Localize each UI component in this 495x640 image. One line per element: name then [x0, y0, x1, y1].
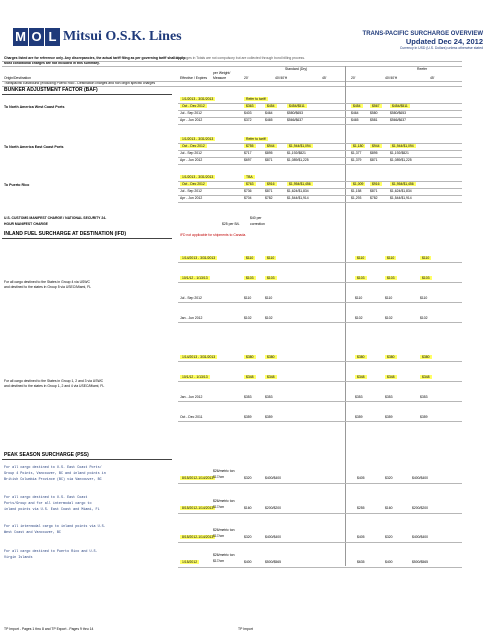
- customs-title-1: U.S. CUSTOMS MANIFEST CHARGE / NATIONAL SECURITY 24-: [4, 216, 107, 220]
- baf-cell-r20: $464: [351, 111, 359, 115]
- baf-cell-r40: $871: [370, 189, 378, 193]
- grid-line: [178, 513, 462, 514]
- baf-cell-r45: $454/$511: [392, 104, 408, 108]
- customs-note-1: $40 per: [250, 216, 262, 220]
- baf-cell-r40: $580: [370, 111, 378, 115]
- pss-measure: $17/cm: [213, 559, 225, 563]
- grid-line: [178, 401, 462, 402]
- baf-cell-eff: Apr - Jun 2012: [180, 118, 203, 122]
- pss-label-line: Group 4 Points, Vancouver, BC and inland points in: [4, 472, 106, 476]
- ifd-cell-c45: $110: [355, 296, 363, 300]
- baf-cell-eff: Jul - Sep 2012: [180, 111, 202, 115]
- baf-cell-c45: $454/$511: [289, 104, 305, 108]
- ifd-cell-c40: $103: [267, 276, 275, 280]
- pss-r40: $400/$400: [412, 535, 429, 539]
- ifd-cell-c40: $348: [267, 375, 275, 379]
- pss-measure: $26/metric ton: [213, 528, 235, 532]
- ifd-group-label: For all cargo destined to the States in Group 1, 2 and 3 via USWC: [4, 379, 104, 383]
- grid-line: [178, 381, 462, 382]
- baf-cell-c40: $871: [265, 158, 273, 162]
- header-reefer-40: 40'/40'H: [385, 76, 398, 80]
- header-20: 20': [244, 76, 249, 80]
- ifd-cell-r20: $110: [387, 256, 395, 260]
- pss-label-line: British Columbia Province (BC) via Vancouver, BC: [4, 478, 102, 482]
- baf-group-label: To North America East Coast Ports: [4, 145, 64, 149]
- grid-line: [178, 421, 462, 422]
- pss-r40: $500/$565: [412, 560, 429, 564]
- ifd-cell-c20: $110: [246, 256, 254, 260]
- ifd-cell-c20: $102: [244, 316, 252, 320]
- baf-cell-r40: $782: [370, 196, 378, 200]
- baf-cell-c40: $895: [265, 151, 273, 155]
- baf-cell-r45: $1,192/$821: [390, 151, 409, 155]
- divider-line: [345, 66, 346, 566]
- ifd-cell-c20: $380: [246, 355, 254, 359]
- baf-cell-c20: $372: [244, 118, 252, 122]
- ifd-cell-r40: $103: [422, 276, 430, 280]
- mol-wordmark: Mitsui O.S.K. Lines: [63, 29, 182, 44]
- grid-line: [178, 195, 462, 196]
- pss-r40: $400/$400: [412, 476, 429, 480]
- pss-measure: $26/metric ton: [213, 553, 235, 557]
- grid-line: [178, 322, 462, 323]
- grid-line: [2, 66, 462, 67]
- grid-line: [178, 164, 462, 165]
- baf-cell-r20: $1,009: [353, 182, 364, 186]
- baf-cell-eff: Oct - Dec 2012: [182, 182, 205, 186]
- baf-cell-c45: $566/$637: [287, 118, 304, 122]
- baf-cell-c45: $1,954/$1,456: [289, 182, 311, 186]
- pss-c40: $500/$565: [265, 560, 282, 564]
- ifd-cell-eff: 1/14/2013 - 3/31/2013: [182, 355, 216, 359]
- updated-date: Updated Dec 24, 2012: [405, 37, 483, 46]
- mol-letter-box: M: [13, 28, 28, 46]
- footer-center: TP Import: [238, 627, 253, 631]
- baf-cell-c20: $763: [246, 182, 254, 186]
- baf-cell-c40: $465: [265, 118, 273, 122]
- currency-note: Currency in USD (U.S. Dollars) unless otherwise stated: [399, 46, 483, 50]
- baf-cell-c40: $454: [267, 104, 275, 108]
- baf-cell-eff: Apr - Jun 2012: [180, 158, 203, 162]
- ifd-cell-c40: $359: [265, 415, 273, 419]
- grid-line: [178, 157, 462, 158]
- ifd-cell-eff: 1/14/2013 - 3/31/2013: [182, 256, 216, 260]
- pss-label-line: inland points via U.S. East Coast and Miami, FL: [4, 508, 100, 512]
- ifd-cell-r20: $110: [385, 296, 393, 300]
- pss-effective: 8/15/2012-1/14/2013: [182, 476, 214, 480]
- grid-line: [178, 110, 462, 111]
- header-measure: Measure: [213, 76, 227, 80]
- customs-measure: $25 per B/L: [222, 222, 240, 226]
- grid-line: [178, 188, 462, 189]
- pss-c20: $320: [244, 476, 252, 480]
- grid-line: [178, 282, 462, 283]
- baf-group-label: To Puerto Rico: [4, 183, 30, 187]
- grid-line: [178, 181, 462, 182]
- baf-cell-c20: Refer to tariff: [246, 137, 266, 141]
- grid-line: [178, 567, 462, 568]
- grid-line: [2, 238, 172, 239]
- grid-line: [178, 150, 462, 151]
- header-40: 40'/40'H: [275, 76, 288, 80]
- baf-cell-eff: 1/1/2013 - 3/31/2013: [182, 97, 214, 101]
- baf-cell-r45: $1,544/$1,914: [390, 196, 412, 200]
- pss-label-line: Ports/Group and for all intermodal cargo to: [4, 502, 92, 506]
- section-title-ifd: INLAND FUEL SURCHARGE AT DESTINATION (IFD): [4, 231, 127, 237]
- ifd-group-label: and destined to the states in Group 5 via USEC/Miami, FL: [4, 285, 92, 289]
- baf-cell-eff: Oct - Dec 2012: [182, 104, 205, 108]
- pss-effective: 1/15/2012: [182, 560, 198, 564]
- grid-line: [2, 61, 462, 62]
- pss-measure: $17/cm: [213, 534, 225, 538]
- pss-c40: $200/$200: [265, 506, 282, 510]
- ifd-cell-r20: $102: [385, 316, 393, 320]
- section-title-baf: BUNKER ADJUSTMENT FACTOR (BAF): [4, 87, 98, 93]
- ifd-cell-r20: $380: [387, 355, 395, 359]
- pss-c20: $160: [244, 506, 252, 510]
- notice-text-1: Charges listed are for reference only. Any discrepancies, the actual tariff filing as per governing tariff shall apply.: [4, 56, 186, 60]
- ifd-note: IFD not applicable for shipments to Canada.: [180, 233, 247, 237]
- baf-cell-eff: Oct - Dec 2012: [182, 144, 205, 148]
- ifd-cell-r40: $380: [422, 355, 430, 359]
- pss-measure: $17/cm: [213, 475, 225, 479]
- ifd-cell-eff: 10/1/12 - 1/13/13: [182, 375, 208, 379]
- ifd-cell-c40: $102: [265, 316, 273, 320]
- grid-line: [178, 483, 462, 484]
- pss-label-line: West Coast and Vancouver, BC: [4, 531, 61, 535]
- baf-cell-c45: $580/$653: [287, 111, 304, 115]
- ifd-cell-r40: $102: [420, 316, 428, 320]
- ifd-cell-c45: $348: [357, 375, 365, 379]
- baf-cell-c20: Refer to tariff: [246, 97, 266, 101]
- baf-cell-r45: $1,944/$1,094: [392, 144, 414, 148]
- ifd-group-label: and destined to the states in Group 1, 2 and 4 via USEC/Miami, FL: [4, 384, 105, 388]
- baf-cell-r20: $1,379: [351, 158, 362, 162]
- baf-cell-r45: $1,954/$1,456: [392, 182, 414, 186]
- baf-cell-c40: $944: [267, 144, 275, 148]
- baf-cell-c20: $736: [244, 189, 252, 193]
- ifd-cell-r20: $103: [387, 276, 395, 280]
- header-reefer-45: 45': [430, 76, 435, 80]
- ifd-cell-eff: Jul - Sep 2012: [180, 296, 202, 300]
- grid-line: [178, 117, 462, 118]
- pss-c45: $255: [357, 506, 365, 510]
- pss-effective: 8/15/2012-1/14/2013: [182, 506, 214, 510]
- baf-cell-eff: Jul - Sep 2012: [180, 189, 202, 193]
- baf-cell-eff: 1/1/2013 - 3/31/2013: [182, 137, 214, 141]
- ifd-cell-c45: $380: [357, 355, 365, 359]
- baf-cell-r40: $895: [370, 151, 378, 155]
- grid-line: [178, 143, 462, 144]
- mol-letter-box: L: [45, 28, 60, 46]
- pss-c45: $405: [357, 476, 365, 480]
- ifd-cell-r40: $110: [420, 296, 428, 300]
- ifd-cell-c20: $353: [244, 395, 252, 399]
- baf-group-label: To North America West Coast Ports: [4, 105, 65, 109]
- pss-effective: 8/15/2012-1/14/2013: [182, 535, 214, 539]
- baf-cell-r45: $1,089/$1,225: [390, 158, 412, 162]
- pss-label-line: For all cargo destined to U.S. East Coast: [4, 496, 88, 500]
- baf-cell-c20: $717: [244, 151, 252, 155]
- ifd-cell-c40: $380: [267, 355, 275, 359]
- ifd-group-label: For all cargo destined to the States in Group 4 via USWC: [4, 280, 90, 284]
- ifd-cell-c20: $110: [244, 296, 252, 300]
- baf-cell-r20: $465: [351, 118, 359, 122]
- grid-line: [178, 361, 462, 362]
- baf-cell-eff: Jul - Sep 2012: [180, 151, 202, 155]
- baf-cell-r45: $580/$653: [390, 111, 407, 115]
- pss-label-line: For all cargo destined to U.S. East Coast Ports/: [4, 466, 102, 470]
- customs-note-2: correction: [250, 222, 265, 226]
- page-title: TRANS-PACIFIC SURCHARGE OVERVIEW: [362, 31, 483, 37]
- header-reefer-20: 20': [351, 76, 356, 80]
- notice-text-2: Most conditional charges are not included in this summary.: [4, 61, 100, 65]
- footer-left: TP Import - Pages 1 thru 8 and TP Export - Pages 9 thru 14: [4, 627, 94, 631]
- customs-title-2: HOUR MANIFEST CHARGE: [4, 222, 48, 226]
- grid-line: [178, 202, 462, 203]
- baf-cell-r40: $581: [370, 118, 378, 122]
- baf-cell-c20: $755: [246, 144, 254, 148]
- baf-cell-c20: TBA: [246, 175, 253, 179]
- pss-c45: $635: [357, 560, 365, 564]
- baf-cell-c40: $871: [265, 189, 273, 193]
- baf-cell-eff: Apr - Jun 2012: [180, 196, 203, 200]
- baf-cell-c20: $403: [244, 111, 252, 115]
- ifd-cell-c45: $359: [355, 415, 363, 419]
- header-standard-dry: Standard (Dry): [285, 67, 308, 71]
- mol-letter-box: O: [29, 28, 44, 46]
- ifd-cell-r20: $348: [387, 375, 395, 379]
- pss-r40: $200/$200: [412, 506, 429, 510]
- header-reefer: Reefer: [417, 67, 428, 71]
- ifd-cell-c40: $110: [265, 296, 273, 300]
- ifd-cell-c45: $103: [357, 276, 365, 280]
- baf-cell-eff: 1/1/2013 - 3/31/2013: [182, 175, 214, 179]
- grid-line: [178, 103, 462, 104]
- baf-cell-c40: $464: [265, 111, 273, 115]
- pss-c20: $320: [244, 535, 252, 539]
- grid-line: [178, 542, 462, 543]
- ifd-cell-c20: $359: [244, 415, 252, 419]
- pss-label-line: For all cargo destined to Puerto Rico and U.S.: [4, 550, 98, 554]
- section-title-pss: PEAK SEASON SURCHARGE (PSS): [4, 452, 89, 458]
- baf-cell-c45: $1,544/$1,914: [287, 196, 309, 200]
- notice-text-1b: All charges in Totals are not compulsory but are collected through bond billing process.: [175, 56, 305, 60]
- pss-c40: $400/$400: [265, 476, 282, 480]
- header-origin: Origin/Destination: [4, 76, 31, 80]
- header-per-weight: per Weight/: [213, 71, 231, 75]
- ifd-cell-c45: $353: [355, 395, 363, 399]
- ifd-cell-eff: Jan - Jun 2012: [180, 316, 203, 320]
- grid-line: [178, 262, 462, 263]
- baf-cell-c20: $363: [246, 104, 254, 108]
- grid-line: [2, 94, 172, 95]
- baf-cell-r40: $916: [372, 182, 380, 186]
- grid-line: [2, 459, 172, 460]
- transpacific-note: Transpacific Eastbound (excluding Puerto Rico - Destination charges and non origin specific charges: [4, 81, 156, 85]
- pss-r20: $320: [385, 476, 393, 480]
- pss-c45: $405: [357, 535, 365, 539]
- grid-line: [178, 124, 462, 125]
- baf-cell-c45: $1,944/$1,094: [289, 144, 311, 148]
- ifd-cell-c45: $110: [357, 256, 365, 260]
- baf-cell-r40: $944: [372, 144, 380, 148]
- baf-cell-c45: $1,192/$821: [287, 151, 306, 155]
- baf-cell-c45: $1,624/$1,834: [287, 189, 309, 193]
- grid-line: [2, 81, 462, 82]
- pss-label-line: For all intermodal cargo to inland points via U.S.: [4, 525, 106, 529]
- baf-cell-r20: $1,293: [351, 196, 362, 200]
- baf-cell-c20: $704: [244, 196, 252, 200]
- ifd-cell-eff: Jan - Jun 2012: [180, 395, 203, 399]
- ifd-cell-r20: $353: [385, 395, 393, 399]
- ifd-cell-eff: Oct - Dec 2011: [180, 415, 203, 419]
- pss-measure: $26/metric ton: [213, 499, 235, 503]
- baf-cell-r20: $1,158: [351, 189, 362, 193]
- pss-measure: $26/metric ton: [213, 469, 235, 473]
- baf-cell-r20: $1,180: [353, 144, 364, 148]
- ifd-cell-eff: 10/1/12 - 1/13/13: [182, 276, 208, 280]
- header-effective: Effective / Expires: [180, 76, 208, 80]
- pss-r20: $160: [385, 506, 393, 510]
- baf-cell-r45: $1,624/$1,834: [390, 189, 412, 193]
- baf-cell-r40: $567: [372, 104, 380, 108]
- baf-cell-r45: $566/$637: [390, 118, 407, 122]
- ifd-cell-c45: $102: [355, 316, 363, 320]
- pss-c20: $400: [244, 560, 252, 564]
- ifd-cell-r40: $110: [422, 256, 430, 260]
- ifd-cell-c20: $348: [246, 375, 254, 379]
- pss-c40: $400/$400: [265, 535, 282, 539]
- ifd-cell-r40: $353: [420, 395, 428, 399]
- baf-cell-c40: $782: [265, 196, 273, 200]
- baf-cell-c20: $697: [244, 158, 252, 162]
- ifd-cell-r40: $348: [422, 375, 430, 379]
- baf-cell-c40: $916: [267, 182, 275, 186]
- ifd-cell-r20: $359: [385, 415, 393, 419]
- ifd-cell-c40: $353: [265, 395, 273, 399]
- pss-r20: $320: [385, 535, 393, 539]
- baf-cell-c45: $1,089/$1,225: [287, 158, 309, 162]
- ifd-cell-c20: $103: [246, 276, 254, 280]
- pss-label-line: Virgin Islands: [4, 556, 33, 560]
- pss-measure: $17/cm: [213, 505, 225, 509]
- pss-r20: $400: [385, 560, 393, 564]
- baf-cell-r40: $871: [370, 158, 378, 162]
- grid-line: [178, 302, 462, 303]
- baf-cell-r20: $454: [353, 104, 361, 108]
- header-45: 45': [322, 76, 327, 80]
- mol-logo: [13, 28, 182, 46]
- ifd-cell-c40: $110: [267, 256, 275, 260]
- baf-cell-r20: $1,377: [351, 151, 362, 155]
- ifd-cell-r40: $359: [420, 415, 428, 419]
